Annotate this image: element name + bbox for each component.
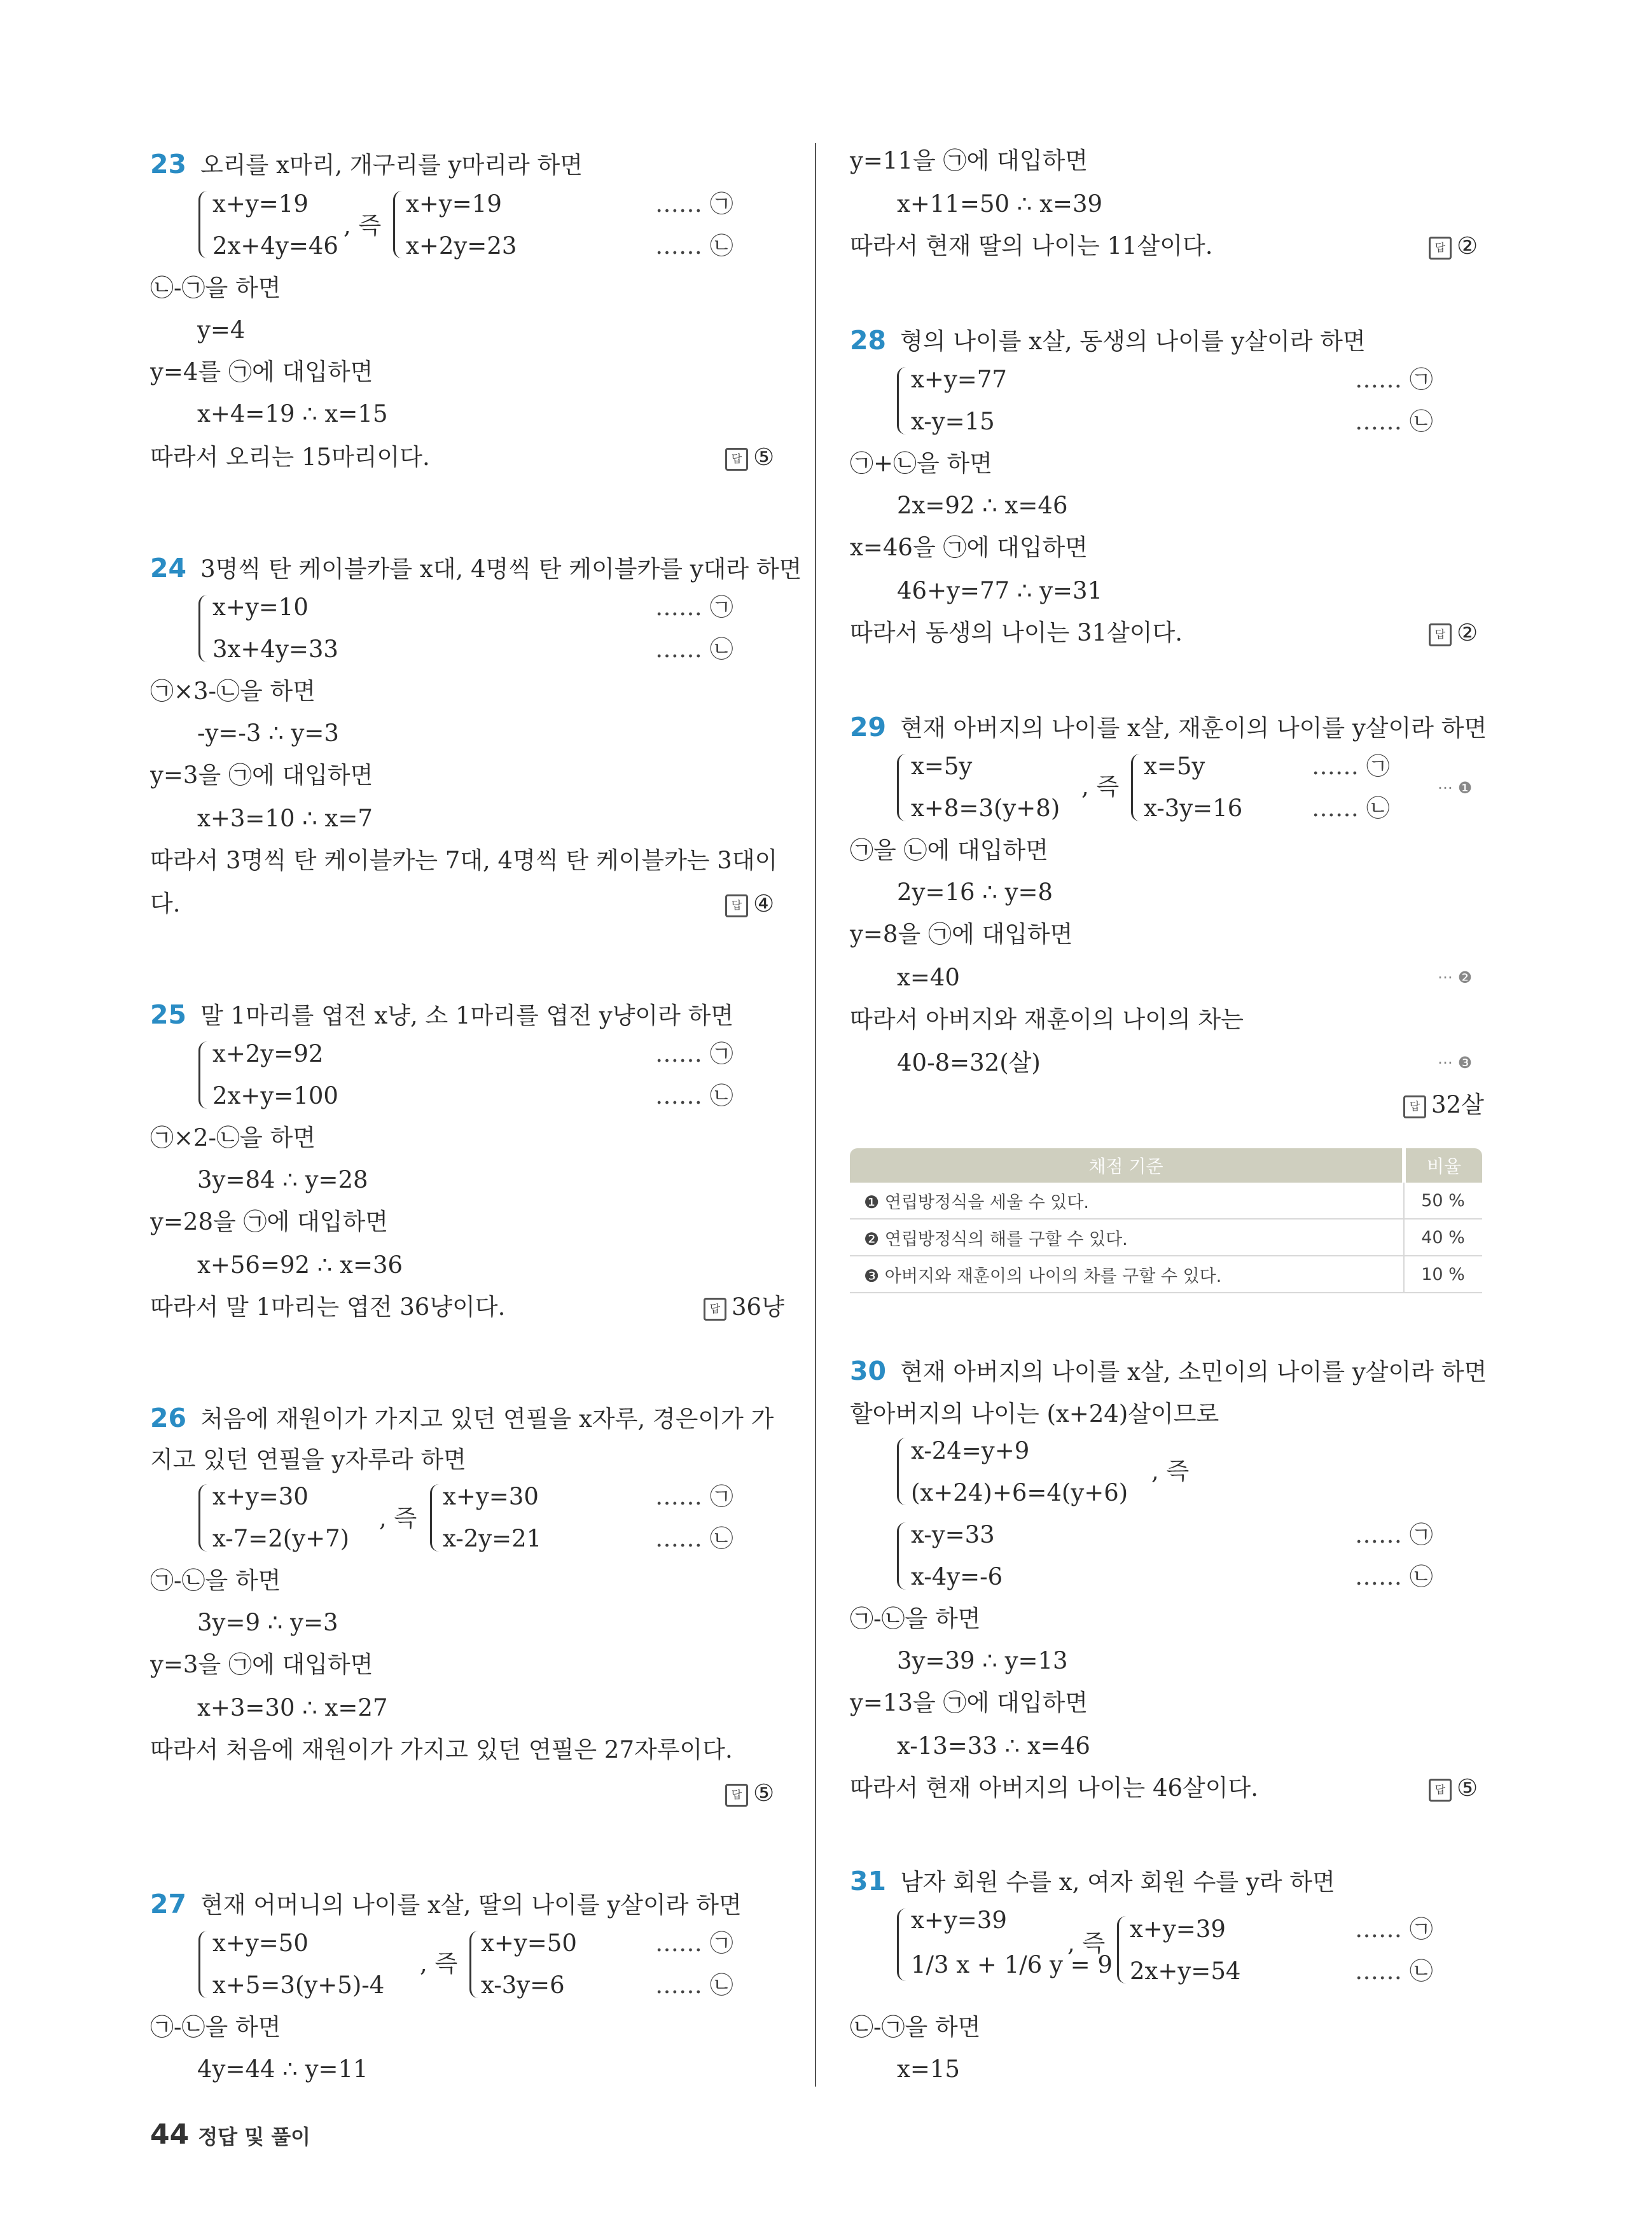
system-brace [198, 1931, 213, 1998]
problem-30-intro-cont: 할아버지의 나이는 (x+24)살이므로 [850, 1400, 1219, 1428]
problem-24-intro: 24 3명씩 탄 케이블카를 x대, 4명씩 탄 케이블카를 y대라 하면 [150, 553, 802, 583]
solution-line: 46+y=77 ∴ y=31 [897, 577, 1103, 604]
equation: x-3y=6 [481, 1971, 565, 1999]
equation: (x+24)+6=4(y+6) [911, 1479, 1128, 1506]
separator: , 즉 [1067, 1929, 1106, 1957]
separator: , 즉 [344, 212, 382, 239]
answer: 답 36냥 [704, 1291, 784, 1323]
answer: 답 ④ [725, 888, 774, 920]
problem-29-intro: 29 현재 아버지의 나이를 x살, 재훈이의 나이를 y살이라 하면 [850, 712, 1487, 742]
system-brace [897, 1522, 912, 1590]
problem-number: 27 [150, 1889, 187, 1919]
solution-line: y=4 [197, 316, 246, 344]
equation: 1/3 x + 1/6 y = 9 [911, 1951, 1113, 1978]
solution-line: y=11을 ㉠에 대입하면 [850, 147, 1088, 174]
equation-marker: …… ㉡ [655, 636, 733, 663]
equation-marker: …… ㉠ [1355, 366, 1433, 393]
equation: x+y=39 [911, 1907, 1007, 1934]
page-footer [150, 2118, 310, 2151]
solution-line: 3y=9 ∴ y=3 [197, 1609, 338, 1636]
equation: x+y=30 [443, 1483, 539, 1510]
criteria-text: ❸ 아버지와 재훈이의 나이의 차를 구할 수 있다. [850, 1256, 1404, 1293]
solution-line: x+56=92 ∴ x=36 [197, 1251, 403, 1279]
solution-line: ㉠-㉡을 하면 [150, 2013, 281, 2041]
equation: x+y=19 [212, 190, 309, 218]
answer-icon: 답 [704, 1298, 726, 1321]
criteria-text: ❶ 연립방정식을 세울 수 있다. [850, 1183, 1404, 1219]
answer: 답 ② [1429, 617, 1478, 649]
problem-25-intro: 25 말 1마리를 엽전 x냥, 소 1마리를 엽전 y냥이라 하면 [150, 999, 734, 1030]
scoring-step-marker: ··· ❷ [1438, 968, 1473, 987]
answer-icon: 답 [1429, 1779, 1452, 1802]
equation: 3x+4y=33 [212, 636, 338, 663]
problem-number: 29 [850, 712, 887, 742]
answer-icon: 답 [725, 1784, 748, 1807]
system-brace [198, 191, 213, 258]
solution-line: 따라서 오리는 15마리이다. [150, 443, 430, 471]
equation: x-y=15 [911, 408, 995, 435]
problem-26-intro-cont: 지고 있던 연필을 y자루라 하면 [150, 1446, 466, 1473]
answer-icon: 답 [725, 448, 748, 471]
equation: x=5y [911, 753, 973, 780]
equation: x-3y=16 [1144, 795, 1243, 822]
answer: 답 ⑤ [725, 441, 774, 473]
problem-28-intro: 28 형의 나이를 x살, 동생의 나이를 y살이라 하면 [850, 325, 1366, 356]
solution-line: x=15 [897, 2055, 960, 2083]
equation: x-y=33 [911, 1521, 995, 1548]
criteria-ratio: 50 % [1404, 1183, 1482, 1219]
separator: , 즉 [420, 1950, 458, 1977]
answer-icon: 답 [1403, 1095, 1426, 1118]
equation-marker: …… ㉡ [1355, 1957, 1433, 1985]
separator: , 즉 [1081, 773, 1120, 800]
solution-line: 따라서 말 1마리는 엽전 36냥이다. [150, 1293, 506, 1321]
solution-line: 따라서 현재 아버지의 나이는 46살이다. [850, 1774, 1259, 1802]
solution-line: ㉠×2-㉡을 하면 [150, 1124, 316, 1151]
equation-marker: …… ㉡ [1355, 408, 1433, 435]
problem-number: 25 [150, 999, 187, 1030]
solution-line: -y=-3 ∴ y=3 [197, 719, 339, 747]
equation: x+8=3(y+8) [911, 795, 1060, 822]
solution-line: x+3=30 ∴ x=27 [197, 1694, 388, 1721]
page-number: 44 [150, 2118, 190, 2151]
solution-line: ㉠-㉡을 하면 [850, 1605, 981, 1632]
problem-number: 24 [150, 553, 187, 583]
answer-icon: 답 [1429, 623, 1452, 646]
solution-line: y=13을 ㉠에 대입하면 [850, 1689, 1088, 1716]
equation: x+y=50 [481, 1929, 577, 1957]
equation: x+y=30 [212, 1483, 309, 1510]
solution-line: 40-8=32(살) [897, 1049, 1041, 1076]
solution-line: x-13=33 ∴ x=46 [897, 1732, 1090, 1760]
problem-number: 26 [150, 1403, 187, 1433]
problem-number: 31 [850, 1866, 887, 1896]
solution-line: y=4를 ㉠에 대입하면 [150, 358, 373, 386]
system-brace [897, 1438, 912, 1505]
solution-line: 따라서 현재 딸의 나이는 11살이다. [850, 232, 1213, 260]
equation-marker: …… ㉠ [655, 1483, 733, 1510]
solution-line: y=3을 ㉠에 대입하면 [150, 1651, 373, 1678]
equation: 2x+y=54 [1130, 1957, 1241, 1985]
equation-marker: …… ㉠ [1355, 1915, 1433, 1943]
ratio-header: 비율 [1404, 1148, 1482, 1183]
problem-30-intro: 30 현재 아버지의 나이를 x살, 소민이의 나이를 y살이라 하면 [850, 1356, 1487, 1386]
equation-marker: …… ㉠ [1355, 1521, 1433, 1548]
equation-marker: …… ㉡ [655, 1525, 733, 1552]
solution-line: 따라서 처음에 재원이가 가지고 있던 연필은 27자루이다. [150, 1736, 733, 1763]
solution-line: 따라서 아버지와 재훈이의 나이의 차는 [850, 1006, 1244, 1033]
left-column [0, 0, 821, 2231]
solution-line: x=46을 ㉠에 대입하면 [850, 534, 1088, 561]
criteria-header: 채점 기준 [850, 1148, 1404, 1183]
solution-line: x+11=50 ∴ x=39 [897, 190, 1103, 218]
solution-line: ㉠-㉡을 하면 [150, 1567, 281, 1594]
solution-line: 다. [150, 890, 181, 917]
equation: x+2y=92 [212, 1040, 324, 1067]
separator: , 즉 [1151, 1457, 1190, 1485]
problem-26-intro: 26 처음에 재원이가 가지고 있던 연필을 x자루, 경은이가 가 [150, 1403, 774, 1433]
solution-line: ㉡-㉠을 하면 [150, 274, 281, 302]
equation: 2x+4y=46 [212, 232, 338, 260]
problem-number: 30 [850, 1356, 887, 1386]
solution-line: ㉠+㉡을 하면 [850, 450, 992, 477]
solution-line: x=40 [897, 964, 960, 991]
equation: x-7=2(y+7) [212, 1525, 350, 1552]
right-column-lower [821, 0, 1652, 2231]
system-brace [897, 1908, 912, 1981]
equation-marker: …… ㉠ [1312, 753, 1390, 780]
equation: x-2y=21 [443, 1525, 542, 1552]
system-brace [198, 1484, 213, 1552]
solution-line: 2y=16 ∴ y=8 [897, 879, 1053, 906]
equation: x+y=39 [1130, 1915, 1226, 1943]
solution-line: y=8을 ㉠에 대입하면 [850, 921, 1073, 948]
equation-marker: …… ㉡ [655, 1971, 733, 1999]
solution-line: x+4=19 ∴ x=15 [197, 400, 388, 427]
system-brace [198, 1041, 213, 1109]
equation-marker: …… ㉠ [655, 1040, 733, 1067]
criteria-text: ❷ 연립방정식의 해를 구할 수 있다. [850, 1219, 1404, 1256]
equation: x+y=10 [212, 594, 309, 621]
equation: x+5=3(y+5)-4 [212, 1971, 385, 1999]
answer-icon: 답 [1429, 237, 1452, 260]
solution-line: 3y=84 ∴ y=28 [197, 1166, 368, 1193]
equation: x-24=y+9 [911, 1437, 1030, 1464]
equation-marker: …… ㉡ [655, 1082, 733, 1109]
equation: x+y=50 [212, 1929, 309, 1957]
criteria-ratio: 40 % [1404, 1219, 1482, 1256]
solution-line: y=3을 ㉠에 대입하면 [150, 761, 373, 789]
equation: 2x+y=100 [212, 1082, 338, 1109]
scoring-step-marker: ··· ❸ [1438, 1053, 1473, 1072]
equation: x=5y [1144, 753, 1205, 780]
solution-line: ㉡-㉠을 하면 [850, 2013, 981, 2041]
solution-line: 따라서 3명씩 탄 케이블카는 7대, 4명씩 탄 케이블카는 3대이 [150, 847, 778, 874]
equation: x+y=77 [911, 366, 1007, 393]
equation-marker: …… ㉡ [1312, 795, 1390, 822]
system-brace [198, 595, 213, 662]
solution-line: 따라서 동생의 나이는 31살이다. [850, 619, 1183, 646]
problem-27-intro: 27 현재 어머니의 나이를 x살, 딸의 나이를 y살이라 하면 [150, 1889, 742, 1919]
problem-number: 28 [850, 325, 887, 356]
solution-line: 2x=92 ∴ x=46 [897, 492, 1068, 519]
equation: x+2y=23 [406, 232, 517, 260]
footer-title: 정답 및 풀이 [198, 2125, 311, 2149]
equation-marker: …… ㉡ [655, 232, 733, 260]
problem-31-intro: 31 남자 회원 수를 x, 여자 회원 수를 y라 하면 [850, 1866, 1335, 1896]
scoring-step-marker: ··· ❶ [1438, 779, 1473, 797]
equation-marker: …… ㉠ [655, 190, 733, 218]
problem-number: 23 [150, 149, 187, 179]
equation-marker: …… ㉡ [1355, 1563, 1433, 1590]
answer: 답 ⑤ [1429, 1772, 1478, 1804]
solution-line: x+3=10 ∴ x=7 [197, 805, 373, 832]
equation: x-4y=-6 [911, 1563, 1003, 1590]
equation-marker: …… ㉠ [655, 1929, 733, 1957]
solution-line: 4y=44 ∴ y=11 [197, 2055, 368, 2083]
answer: 답 ⑤ [725, 1777, 774, 1809]
answer: 답 32살 [1403, 1089, 1484, 1121]
answer-icon: 답 [725, 894, 748, 917]
solution-line: 3y=39 ∴ y=13 [897, 1647, 1068, 1674]
equation-marker: …… ㉠ [655, 594, 733, 621]
problem-23-intro: 23 오리를 x마리, 개구리를 y마리라 하면 [150, 149, 583, 179]
separator: , 즉 [379, 1505, 417, 1532]
solution-line: ㉠을 ㉡에 대입하면 [850, 837, 1048, 864]
solution-line: y=28을 ㉠에 대입하면 [150, 1208, 388, 1235]
answer: 답 ② [1429, 230, 1478, 262]
equation: x+y=19 [406, 190, 502, 218]
solution-line: ㉠×3-㉡을 하면 [150, 678, 316, 705]
criteria-ratio: 10 % [1404, 1256, 1482, 1293]
